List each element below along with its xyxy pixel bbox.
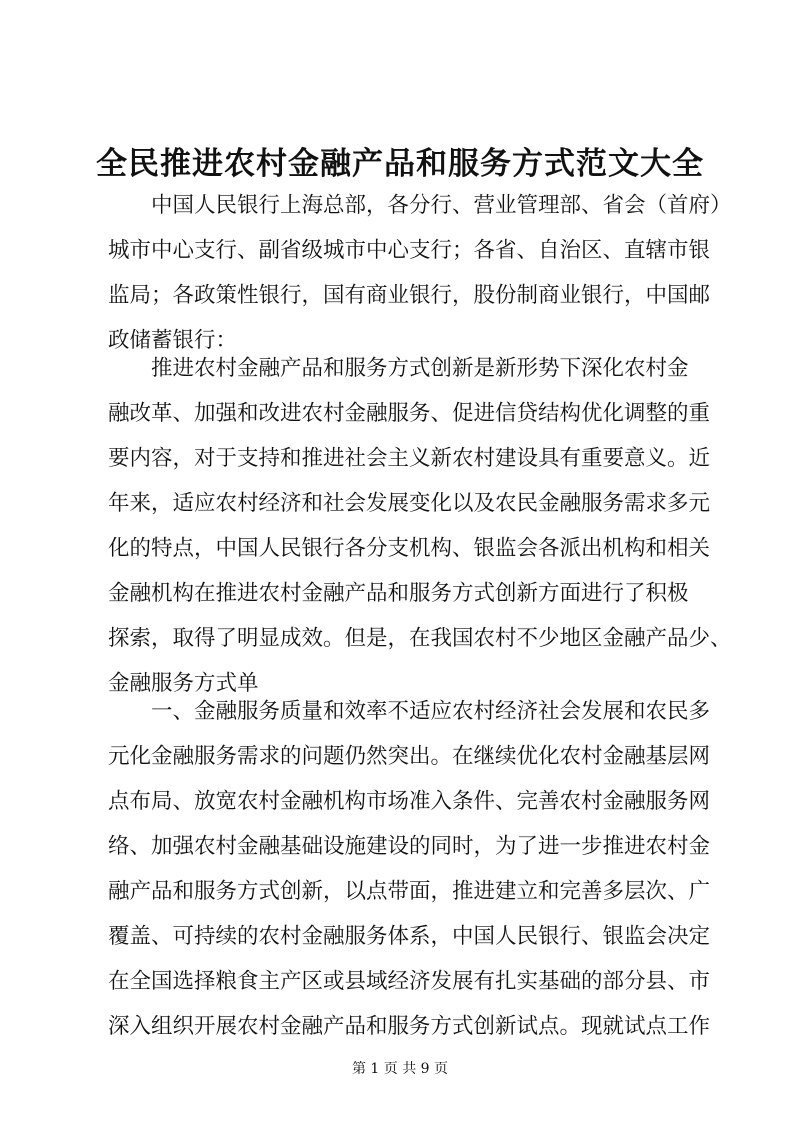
text-line: 融产品和服务方式创新，以点带面，推进建立和完善多层次、广 — [108, 879, 711, 904]
text-line: 城市中心支行、副省级城市中心支行；各省、自治区、直辖市银 — [108, 238, 711, 263]
page-number: 第 1 页 共 9 页 — [351, 1061, 449, 1077]
text-line: 政储蓄银行： — [108, 328, 238, 353]
text-line: 年来，适应农村经济和社会发展变化以及农民金融服务需求多元 — [108, 491, 711, 516]
text-line: 覆盖、可持续的农村金融服务体系，中国人民银行、银监会决定 — [108, 924, 711, 949]
text-line: 中国人民银行上海总部，各分行、营业管理部、省会（首府） — [151, 193, 732, 218]
text-line: 探索，取得了明显成效。但是，在我国农村不少地区金融产品少、 — [108, 626, 732, 651]
text-line: 一、金融服务质量和效率不适应农村经济社会发展和农民多 — [151, 699, 711, 724]
text-line: 金融机构在推进农村金融产品和服务方式创新方面进行了积极 — [108, 581, 689, 606]
text-line: 金融服务方式单 — [108, 671, 259, 696]
text-line: 要内容，对于支持和推进社会主义新农村建设具有重要意义。近 — [108, 446, 711, 471]
document-title: 全民推进农村金融产品和服务方式范文大全 — [96, 146, 704, 182]
text-line: 元化金融服务需求的问题仍然突出。在继续优化农村金融基层网 — [108, 744, 711, 769]
text-line: 深入组织开展农村金融产品和服务方式创新试点。现就试点工作 — [108, 1014, 711, 1039]
text-line: 监局；各政策性银行，国有商业银行，股份制商业银行，中国邮 — [108, 283, 711, 308]
text-line: 融改革、加强和改进农村金融服务、促进信贷结构优化调整的重 — [108, 401, 711, 426]
text-line: 点布局、放宽农村金融机构市场准入条件、完善农村金融服务网 — [108, 789, 711, 814]
text-line: 络、加强农村金融基础设施建设的同时，为了进一步推进农村金 — [108, 834, 711, 859]
text-line: 推进农村金融产品和服务方式创新是新形势下深化农村金 — [151, 356, 689, 381]
text-line: 化的特点，中国人民银行各分支机构、银监会各派出机构和相关 — [108, 536, 711, 561]
text-line: 在全国选择粮食主产区或县域经济发展有扎实基础的部分县、市 — [108, 969, 711, 994]
